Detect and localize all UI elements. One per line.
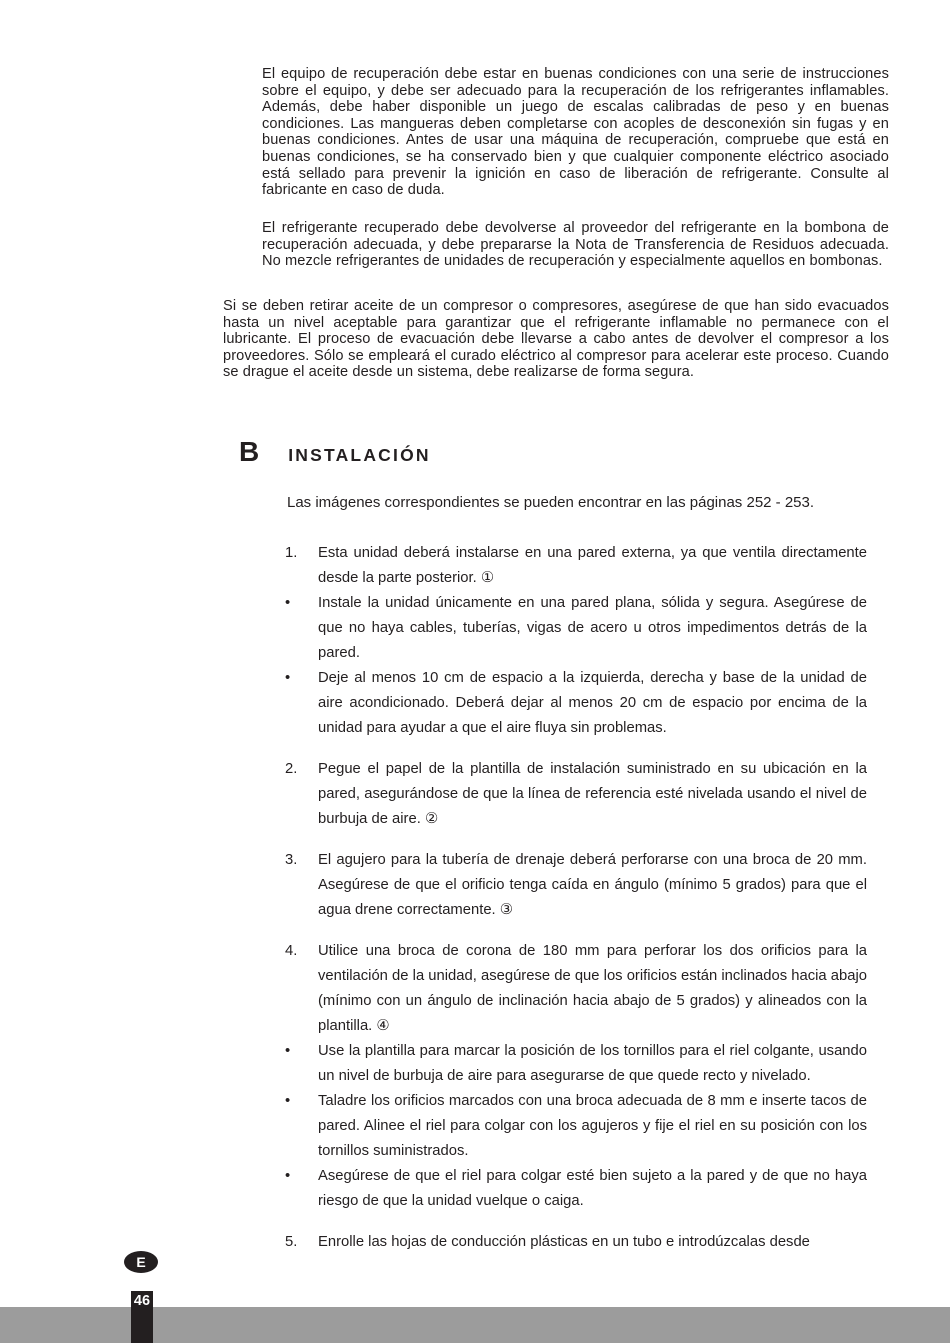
intro-paragraph-1: El equipo de recuperación debe estar en buenas condiciones con una serie de instrucciones sobre el equipo, y debe ser adecuado para la recuperación de los refrigerantes inflamables. Además, debe haber disponible un juego de escalas calibradas de peso y en buenas condiciones. Las mangueras deben completarse con acoples de desconexión sin fugas y en buenas condiciones. Antes de usar una máquina de recuperación, compruebe que está en buenas condiciones, se ha conservado bien y que cualquier componente eléctrico asociado está sellado para prevenir la ignición en caso de liberación de refrigerante. Consulte al fabricante en caso de duda. [262,66,889,199]
list-item-text: Pegue el papel de la plantilla de instalación suministrado en su ubicación en la pared, asegurándose de que la línea de referencia esté nivelada usando el nivel de burbuja de aire. ② [318,761,867,827]
installation-list [285,541,867,1255]
intro-paragraph-2: El refrigerante recuperado debe devolverse al proveedor del refrigerante en la bombona de recuperación adecuada, y debe prepararse la Nota de Transferencia de Residuos adecuada. No mezcle refrigerantes de unidades de recuperación y especialmente aquellos en bombonas. [262,220,889,270]
page-number-tab [131,1291,153,1343]
language-badge-letter: E [136,1254,146,1270]
pages-reference-note: Las imágenes correspondientes se pueden encontrar en las páginas 252 - 253. [287,494,815,511]
list-item [285,1164,867,1214]
section-title: INSTALACIÓN [288,445,431,465]
bullet-marker: • [285,670,291,686]
section-heading [239,438,431,466]
list-item-marker: 2. [285,761,298,777]
list-item-text: Esta unidad deberá instalarse en una pared externa, ya que ventila directamente desde la parte posterior. ① [318,545,867,586]
list-item-marker: 4. [285,943,298,959]
intro-paragraph-3: Si se deben retirar aceite de un compresor o compresores, asegúrese de que han sido evacuados hasta un nivel aceptable para garantizar que el refrigerante inflamable no permanece con el lubricante. El proceso de evacuación debe llevarse a cabo antes de devolver el compresor a los proveedores. Sólo se empleará el curado eléctrico al compresor para acelerar este proceso. Cuando se drague el aceite desde un sistema, debe realizarse de forma segura. [223,298,889,381]
list-item [285,848,867,923]
list-item [285,666,867,741]
list-item-text: Deje al menos 10 cm de espacio a la izquierda, derecha y base de la unidad de aire acondicionado. Deberá dejar al menos 20 cm de espacio por encima de la unidad para ayudar a que el aire fluya sin problemas. [318,670,867,736]
bullet-marker: • [285,595,291,611]
list-item [285,541,867,591]
list-item [285,1089,867,1164]
list-item [285,591,867,666]
list-item-text: Utilice una broca de corona de 180 mm para perforar los dos orificios para la ventilación de la unidad, asegúrese de que los orificios están inclinados hacia abajo (mínimo con un ángulo de inclinación hacia abajo de 5 grados) y alineados con la plantilla. ④ [318,943,867,1034]
page-number: 46 [133,1293,151,1309]
list-item-text: Use la plantilla para marcar la posición de los tornillos para el riel colgante, usando un nivel de burbuja de aire para asegurarse de que quede recto y nivelado. [318,1043,867,1084]
list-item-marker: 5. [285,1234,298,1250]
list-item-text: El agujero para la tubería de drenaje deberá perforarse con una broca de 20 mm. Asegúrese de que el orificio tenga caída en ángulo (mínimo 5 grados) para que el agua drene correctamente. ③ [318,852,867,918]
list-item-text: Instale la unidad únicamente en una pared plana, sólida y segura. Asegúrese de que no haya cables, tuberías, vigas de acero u otros impedimentos detrás de la pared. [318,595,867,661]
list-item [285,1039,867,1089]
list-item-text: Asegúrese de que el riel para colgar esté bien sujeto a la pared y de que no haya riesgo de que la unidad vuelque o caiga. [318,1168,867,1209]
list-item [285,939,867,1039]
bullet-marker: • [285,1043,291,1059]
list-item-marker: 3. [285,852,298,868]
section-letter: B [239,436,260,467]
list-item-text: Taladre los orificios marcados con una broca adecuada de 8 mm e inserte tacos de pared. Alinee el riel para colgar con los agujeros y fije el riel en su posición con los tornillos suministrados. [318,1093,867,1159]
language-badge [124,1251,158,1273]
bullet-marker: • [285,1093,291,1109]
list-item [285,757,867,832]
bullet-marker: • [285,1168,291,1184]
list-item-marker: 1. [285,545,298,561]
list-item-text: Enrolle las hojas de conducción plásticas en un tubo e introdúzcalas desde [318,1234,810,1250]
list-item [285,1230,867,1255]
